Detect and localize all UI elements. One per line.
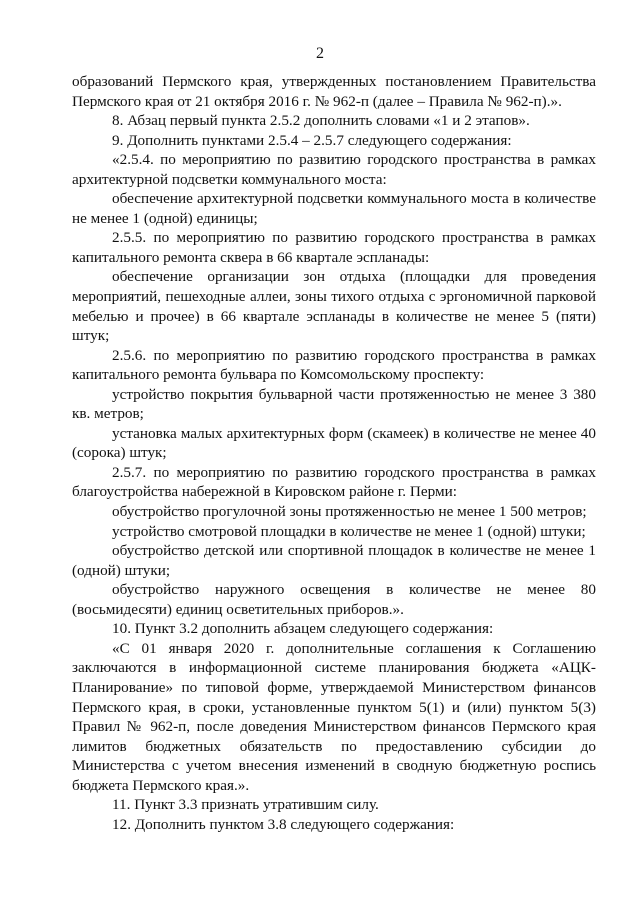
paragraph-item-10-text: «С 01 января 2020 г. дополнительные соглашения к Соглашению заключаются в информационной системе планирования бюджета «АЦК-Планирование» по типовой форме, утверждаемой Министерством финансов Пермского края, в сроки, установленные пунктом 5(1) и (или) пунктом 5(3) Правил № 962-п, после доведения Министерством финансов Пермского края лимитов бюджетных обязательств по предоставлению субсидии до Министерства с учетом внесения изменений в сводную бюджетную роспись бюджета Пермского края.». [72,639,596,794]
paragraph-item-8: 8. Абзац первый пункта 2.5.2 дополнить словами «1 и 2 этапов». [112,112,530,130]
paragraph-2-5-4: «2.5.4. по мероприятию по развитию городского пространства в рамках архитектурной подсветки коммунального моста: [72,151,596,188]
page-number: 2 [316,45,324,62]
paragraph-2-5-5-detail: обеспечение организации зон отдыха (площадки для проведения мероприятий, пешеходные аллеи, зоны тихого отдыха с эргономичной парковой мебелью и прочее) в 66 квартале эспланады в количестве не менее 5 (пяти) штук; [72,268,596,345]
paragraph-2-5-7-detail-1: обустройство прогулочной зоны протяженностью не менее 1 500 метров; [112,503,587,521]
paragraph-2-5-6-detail-2: установка малых архитектурных форм (скамеек) в количестве не менее 40 (сорока) штук; [72,424,596,462]
paragraph-item-9: 9. Дополнить пунктами 2.5.4 – 2.5.7 следующего содержания: [112,131,512,149]
paragraph-2-5-7-detail-4: обустройство наружного освещения в количестве не менее 80 (восьмидесяти) единиц осветительных приборов.». [72,581,596,618]
paragraph-item-12: 12. Дополнить пунктом 3.8 следующего содержания: [112,815,455,833]
paragraph-2-5-5: 2.5.5. по мероприятию по развитию городского пространства в рамках капитального ремонта сквера в 66 квартале эспланады: [72,229,596,266]
paragraph-item-11: 11. Пункт 3.3 признать утратившим силу. [112,796,379,814]
paragraph-item-10: 10. Пункт 3.2 дополнить абзацем следующего содержания: [112,620,494,638]
paragraph-2-5-7: 2.5.7. по мероприятию по развитию городского пространства в рамках благоустройства набережной в Кировском районе г. Перми: [72,463,596,501]
document-body [72,72,596,834]
paragraph-2-5-6: 2.5.6. по мероприятию по развитию городского пространства в рамках капитального ремонта бульвара по Комсомольскому проспекту: [72,346,596,384]
paragraph-continuation: образований Пермского края, утвержденных постановлением Правительства Пермского края от 21 октября 2016 г. № 962-п (далее – Правила № 962-п).». [72,73,596,110]
paragraph-2-5-7-detail-3: обустройство детской или спортивной площадок в количестве не менее 1 (одной) штуки; [72,542,596,579]
paragraph-2-5-6-detail-1: устройство покрытия бульварной части протяженностью не менее 3 380 кв. метров; [72,385,596,423]
paragraph-2-5-7-detail-2: устройство смотровой площадки в количестве не менее 1 (одной) штуки; [112,522,586,540]
paragraph-2-5-4-detail: обеспечение архитектурной подсветки коммунального моста в количестве не менее 1 (одной) единицы; [72,190,596,227]
